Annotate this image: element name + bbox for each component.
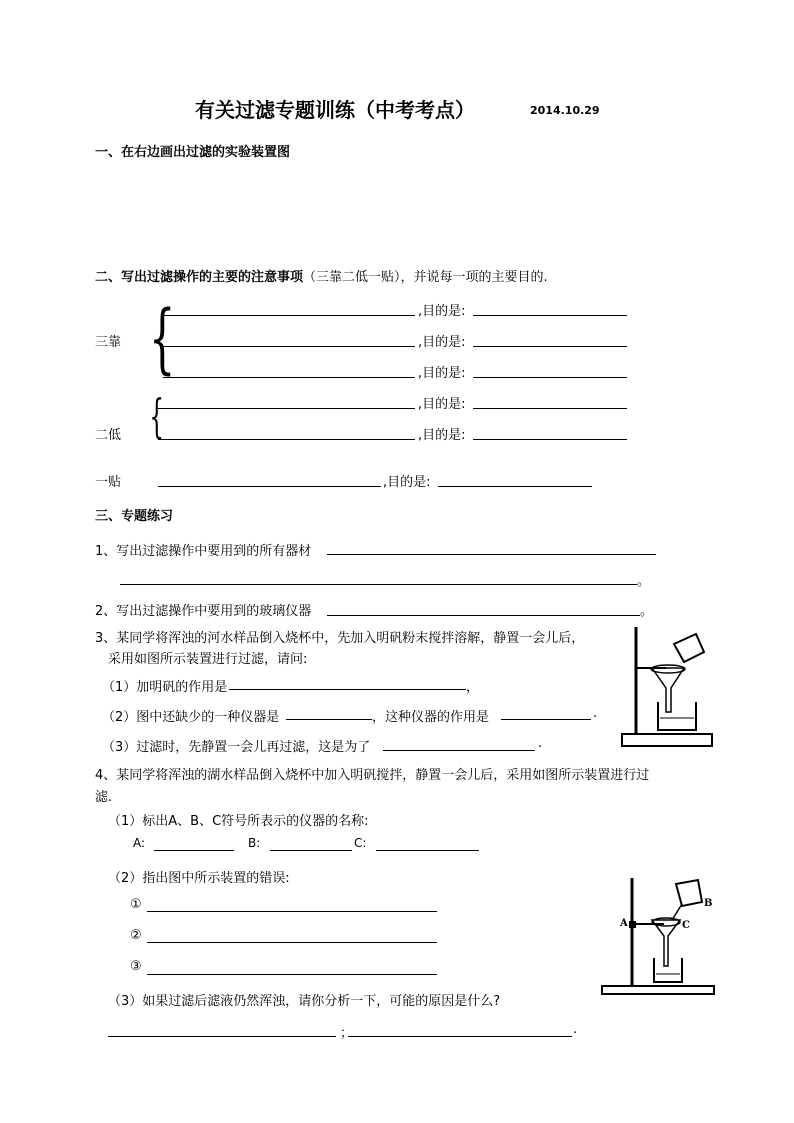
stand-base <box>602 986 714 994</box>
q4-e3: ③ <box>130 959 142 974</box>
funnel <box>652 668 684 712</box>
purpose-label: ,目的是: <box>383 475 431 490</box>
q4-p3-blank-2[interactable] <box>348 1036 572 1037</box>
date: 2014.10.29 <box>530 104 600 117</box>
q4-b-label: B: <box>248 836 261 850</box>
q1-text: 1、写出过滤操作中要用到的所有器材 <box>95 544 312 559</box>
q4-e3-blank[interactable] <box>147 974 437 975</box>
purpose-label: ,目的是: <box>418 397 466 412</box>
q4-c-blank[interactable] <box>376 850 479 851</box>
label-A: A <box>620 918 628 929</box>
yitie-blank[interactable] <box>158 486 381 487</box>
pouring-beaker <box>674 634 704 662</box>
q4-p3: （3）如果过滤后滤液仍然浑浊，请你分析一下，可能的原因是什么? <box>108 994 501 1009</box>
q4-e1-blank[interactable] <box>147 911 437 912</box>
q3-p1-end: ， <box>466 680 480 695</box>
q2-text: 2、写出过滤操作中要用到的玻璃仪器 <box>95 604 312 619</box>
q3-p2-blank-2[interactable] <box>501 719 591 720</box>
q3-p3-blank[interactable] <box>383 750 535 751</box>
q4-sep: ； <box>340 1026 354 1041</box>
q2-blank[interactable] <box>327 615 640 616</box>
label-C: C <box>682 920 690 931</box>
q4-e2-blank[interactable] <box>147 942 437 943</box>
sankao-brace: { <box>148 293 176 382</box>
q3-p3: （3）过滤时，先静置一会儿再过滤，这是为了 <box>102 740 371 755</box>
sankao-purpose-3[interactable] <box>473 377 627 378</box>
q1-end: 。 <box>637 574 651 589</box>
purpose-label: ,目的是: <box>418 366 466 381</box>
sankao-label: 三靠 <box>95 335 122 350</box>
q3-p3-end: . <box>538 736 543 751</box>
q3-line1: 3、某同学将浑浊的河水样品倒入烧杯中，先加入明矾粉末搅拌溶解，静置一会儿后， <box>95 631 585 646</box>
clamp <box>629 921 636 928</box>
erdi-blank-2[interactable] <box>158 439 415 440</box>
erdi-brace: { <box>149 389 164 443</box>
glass-rod <box>672 904 682 920</box>
funnel <box>652 920 680 966</box>
yitie-label: 一贴 <box>95 475 122 490</box>
erdi-purpose-2[interactable] <box>473 439 627 440</box>
q3-p1-blank[interactable] <box>229 689 466 690</box>
section-2-heading-bold: 二、写出过滤操作的主要的注意事项 <box>95 270 304 285</box>
q4-a-blank[interactable] <box>154 850 234 851</box>
q3-p2b: ，这种仪器的作用是 <box>372 710 490 725</box>
page-title: 有关过滤专题训练（中考考点） <box>195 98 475 122</box>
purpose-label: ,目的是: <box>418 304 466 319</box>
q3-p2-blank-1[interactable] <box>286 719 372 720</box>
q4-line2: 滤. <box>95 790 113 805</box>
q4-p1: （1）标出A、B、C符号所表示的仪器的名称: <box>108 814 369 829</box>
q3-p1: （1）加明矾的作用是 <box>102 680 228 695</box>
filtration-apparatus-figure-1 <box>618 622 718 752</box>
erdi-label: 二低 <box>95 428 122 443</box>
q4-p3-blank-1[interactable] <box>108 1036 336 1037</box>
q4-e2: ② <box>130 928 142 943</box>
purpose-label: ,目的是: <box>418 428 466 443</box>
sankao-purpose-1[interactable] <box>473 315 627 316</box>
q4-e1: ① <box>130 897 142 912</box>
q4-a-label: A: <box>133 836 146 850</box>
stand-base <box>622 734 712 746</box>
label-B: B <box>704 898 713 909</box>
sankao-purpose-2[interactable] <box>473 346 627 347</box>
q2-end: 。 <box>640 604 654 619</box>
q4-c-label: C: <box>354 836 367 850</box>
section-1-heading: 一、在右边画出过滤的实验装置图 <box>95 145 291 160</box>
erdi-purpose-1[interactable] <box>473 408 627 409</box>
sankao-blank-1[interactable] <box>163 315 415 316</box>
q4-p2: （2）指出图中所示装置的错误: <box>108 871 290 886</box>
erdi-blank-1[interactable] <box>158 408 415 409</box>
section-2-heading-rest: （三靠二低一贴），并说每一项的主要目的. <box>303 270 548 285</box>
yitie-purpose[interactable] <box>438 486 592 487</box>
beaker <box>658 702 696 730</box>
purpose-label: ,目的是: <box>418 335 466 350</box>
q4-end: . <box>573 1022 578 1037</box>
q4-b-blank[interactable] <box>270 850 352 851</box>
pouring-beaker <box>676 880 702 906</box>
q1-blank-2[interactable] <box>120 584 637 585</box>
section-2-heading <box>95 266 548 285</box>
sankao-blank-3[interactable] <box>163 377 415 378</box>
q3-p2-end: . <box>593 706 598 721</box>
q4-line1: 4、某同学将浑浊的湖水样品倒入烧杯中加入明矾搅拌，静置一会儿后，采用如图所示装置进行过 <box>95 768 650 783</box>
filtration-apparatus-figure-2 <box>598 874 728 999</box>
q1-blank-1[interactable] <box>327 554 656 555</box>
section-3-heading: 三、专题练习 <box>95 509 174 524</box>
q3-p2a: （2）图中还缺少的一种仪器是 <box>102 710 280 725</box>
q3-line2: 采用如图所示装置进行过滤，请问: <box>108 652 308 667</box>
sankao-blank-2[interactable] <box>163 346 415 347</box>
